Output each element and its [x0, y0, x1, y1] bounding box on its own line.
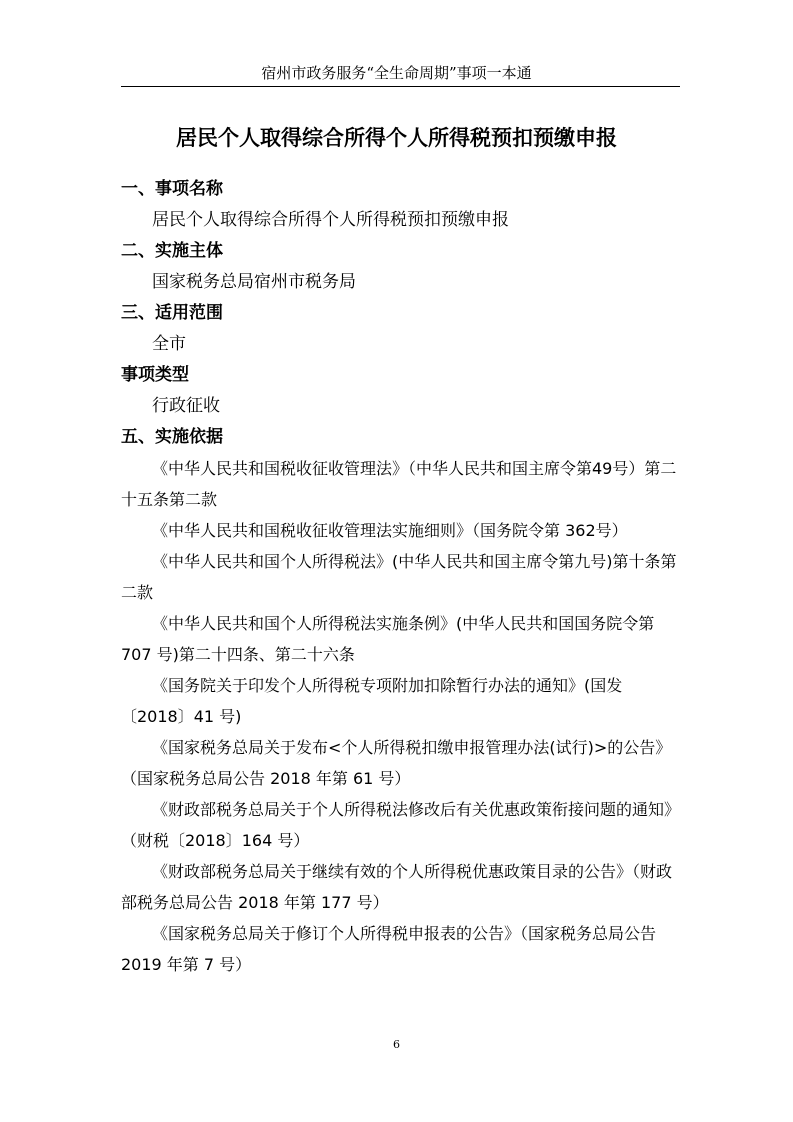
- basis-item: 《中华人民共和国税收征收管理法》（中华人民共和国主席令第49号）第二十五条第二款: [121, 459, 677, 509]
- document-title: 居民个人取得综合所得个人所得税预扣预缴申报: [176, 126, 617, 150]
- section-body: 国家税务总局宿州市税务局: [152, 272, 356, 292]
- basis-item: 《国家税务总局关于修订个人所得税申报表的公告》（国家税务总局公告 2019 年第 7 号）: [121, 924, 657, 974]
- section-item-type: [121, 360, 683, 422]
- section-item-name: [121, 174, 683, 236]
- section-scope: [121, 298, 683, 360]
- header-rule: [121, 86, 680, 87]
- section-body: 行政征收: [152, 396, 220, 416]
- section-heading: 三、适用范围: [121, 303, 223, 323]
- basis-item: 《财政部税务总局关于个人所得税法修改后有关优惠政策衔接问题的通知》（财税〔2018〕164 号）: [121, 800, 681, 850]
- basis-item: 《中华人民共和国税收征收管理法实施细则》（国务院令第 362号）: [152, 521, 628, 540]
- section-heading: 事项类型: [121, 365, 189, 385]
- page-header: 宿州市政务服务“全生命周期”事项一本通: [261, 64, 532, 82]
- section-body: 全市: [152, 334, 186, 354]
- section-heading: 二、实施主体: [121, 241, 223, 261]
- section-heading: 五、实施依据: [121, 427, 223, 447]
- basis-item: 《中华人民共和国个人所得税法实施条例》(中华人民共和国国务院令第 707 号)第二十四条、第二十六条: [121, 614, 655, 664]
- basis-item: 《中华人民共和国个人所得税法》(中华人民共和国主席令第九号)第十条第二款: [121, 552, 677, 602]
- section-body: 居民个人取得综合所得个人所得税预扣预缴申报: [152, 210, 509, 230]
- section-legal-basis: [121, 422, 683, 980]
- document-body: [121, 174, 683, 980]
- page-number: 6: [393, 1038, 400, 1051]
- section-heading: 一、事项名称: [121, 179, 223, 199]
- basis-item: 《国家税务总局关于发布<个人所得税扣缴申报管理办法(试行)>的公告》（国家税务总局公告 2018 年第 61 号）: [121, 738, 672, 788]
- basis-item: 《财政部税务总局关于继续有效的个人所得税优惠政策目录的公告》（财政部税务总局公告 2018 年第 177 号）: [121, 862, 673, 912]
- section-implementing-body: [121, 236, 683, 298]
- basis-item: 《国务院关于印发个人所得税专项附加扣除暂行办法的通知》(国发〔2018〕41 号): [121, 676, 623, 726]
